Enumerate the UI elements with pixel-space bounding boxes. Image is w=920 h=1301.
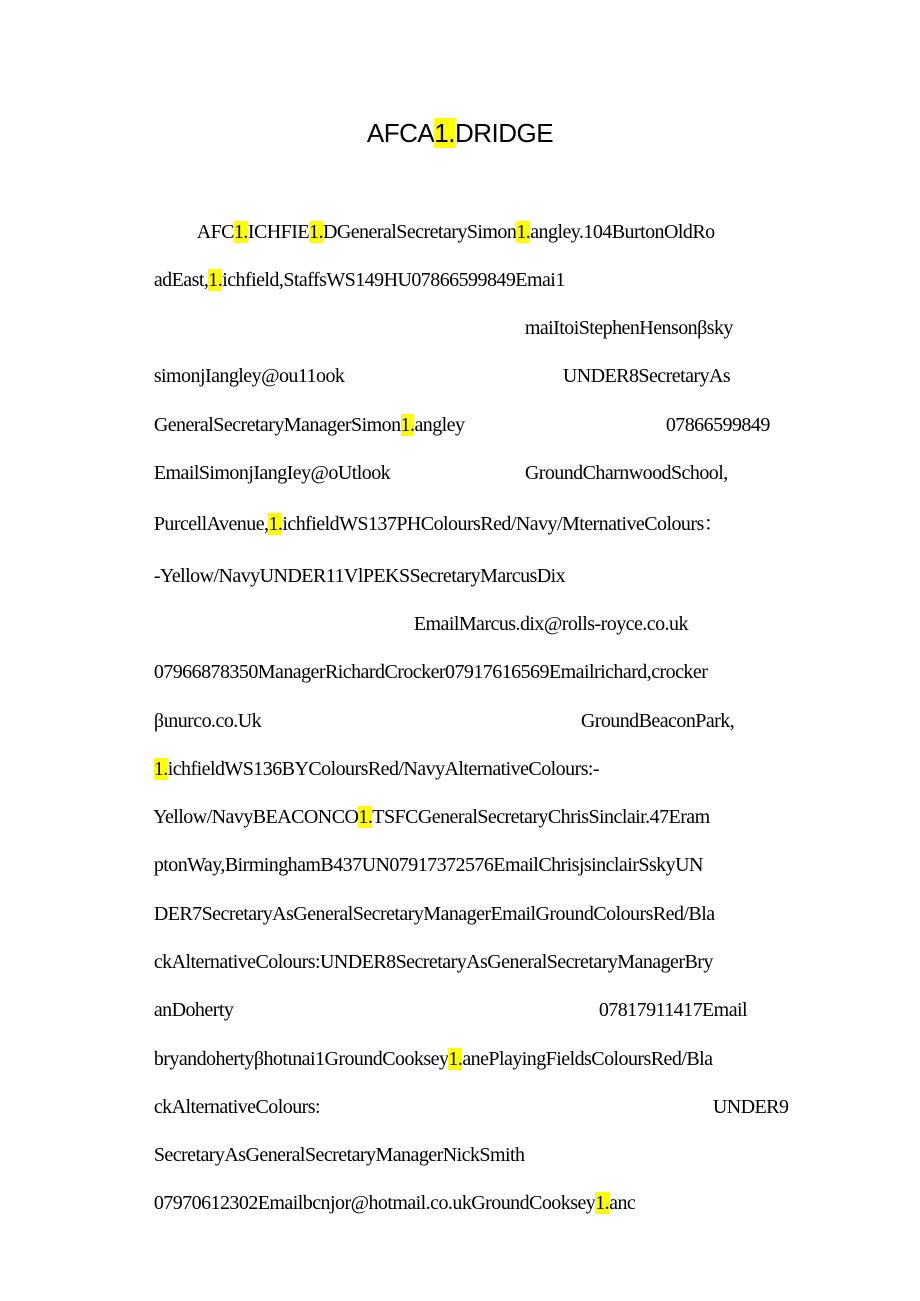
highlight-mark: 1. [595,1192,610,1214]
text-run: GeneralSecretaryManagerSimon [153,414,401,436]
text-run: Yellow/NavyBEACONCO [153,806,359,828]
highlight-mark: 1. [434,118,455,148]
text-run: SecretaryAsGeneralSecretaryManagerNickSmith [153,1144,525,1166]
text-run: EmailSimonjIangIey@oUtlook [153,462,391,484]
highlight-mark: 1. [153,758,168,780]
text-run: anDoherty [153,999,234,1021]
text-run: TSFCGeneralSecretaryChrisSinclair.47Eram [372,806,710,828]
highlight-mark: 1. [233,221,248,243]
text-run: 07866599849 [665,414,770,436]
text-run: maiItoiStephenHensonβsky [524,317,733,339]
text-run: 07970612302Emailbcnjor@hotmail.co.ukGroundCooksey [153,1192,596,1214]
text-run: GroundCharnwoodSchool, [524,462,728,484]
text-run: ichfieldWS137PHColoursRed/Navy/MternativeColours： [282,513,724,535]
text-run: bryandohertyβhotιnai1GroundCooksey [153,1048,449,1070]
text-run: ckAlternativeColours:UNDER8SecretaryAsGeneralSecretaryManagerBry [153,951,713,973]
text-line [136,244,565,316]
title-part: AFCA [366,118,435,148]
text-line [695,1071,788,1143]
text-run: ptonWay,BirminghamB437UN07917372576EmailChrisjsinclairSskyUN [153,854,703,876]
text-run: angley.104BurtonOldRo [530,221,715,243]
highlight-mark: 1. [448,1048,463,1070]
text-line [136,1167,635,1239]
highlight-mark: 1. [400,414,415,436]
highlight-mark: 1. [208,269,223,291]
text-run: -Yellow/NavyUNDER11VlPEKSSecretaryMarcusDix [153,565,566,587]
text-run: 07817911417Email [598,999,748,1021]
text-run: simonjIangley@ou11ook [153,365,345,387]
text-run: ckAlternativeColours: [153,1096,320,1118]
text-run: ichfield,StaffsWS149HU07866599849Emai1 [222,269,565,291]
title-part: DRIDGE [454,118,554,148]
text-run: βιnurco.co.Uk [153,710,262,732]
text-run: EmailMarcus.dix@rolls-royce.co.uk [413,613,688,635]
text-run: UNDER9 [712,1096,789,1118]
text-run: AFC [196,221,234,243]
highlight-mark: 1. [516,221,531,243]
text-run: 07966878350ManagerRichardCrocker07917616569Emailrichard,crocker [153,661,708,683]
text-run: anePlayingFieldsColoursRed/Bla [462,1048,713,1070]
text-run: ICHFIE [247,221,310,243]
text-run: GroundBeaconPark, [580,710,735,732]
text-run: DGeneralSecretarySimon [322,221,517,243]
text-run: DER7SecretaryAsGeneralSecretaryManagerEmailGroundColoursRed/Bla [153,903,715,925]
document-title [0,118,920,149]
text-run: UNDER8SecretaryAs [562,365,731,387]
text-run: angley [414,414,465,436]
text-run: ichfieldWS136BYColoursRed/NavyAlternativeColours:- [167,758,600,780]
highlight-mark: 1. [309,221,323,243]
text-run: anc [609,1192,636,1214]
highlight-mark: 1. [268,513,283,535]
highlight-mark: 1. [358,806,373,828]
text-run: adEast, [153,269,209,291]
text-run: PurcellAvenue, [153,513,269,535]
